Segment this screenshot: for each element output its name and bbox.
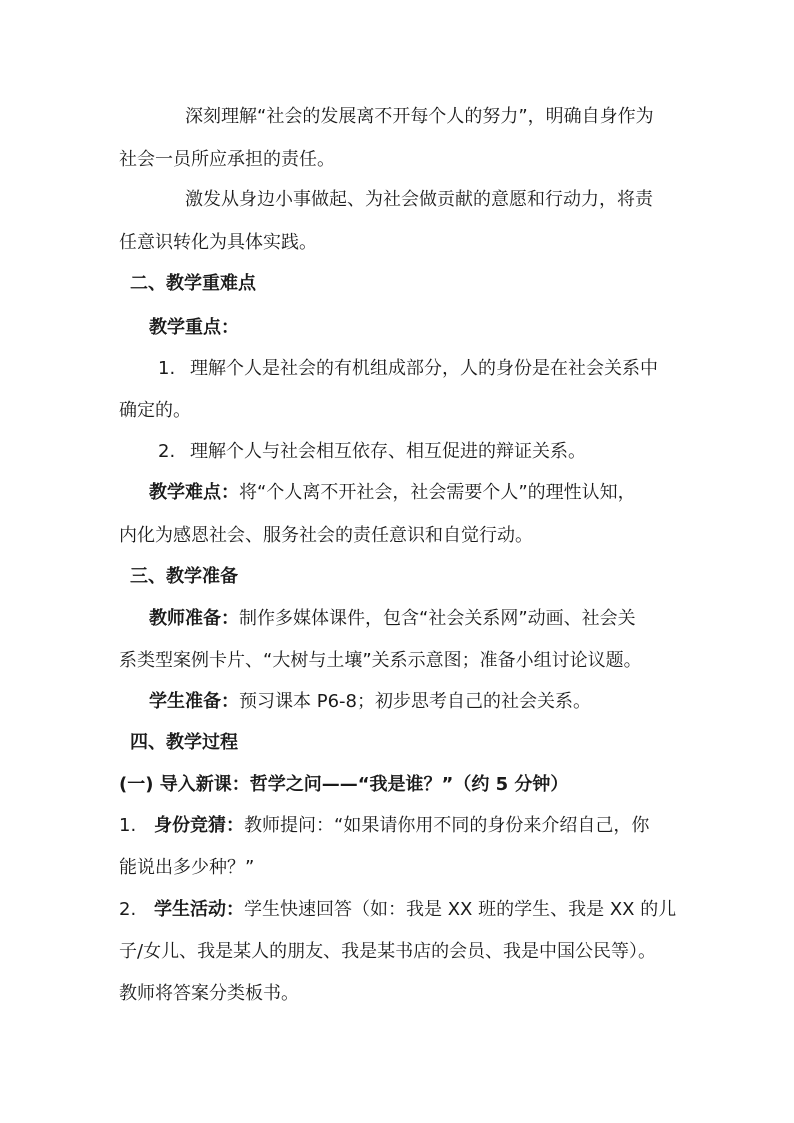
section-3-heading: 三、教学准备 bbox=[130, 566, 238, 587]
teacher-prep-label: 教师准备： bbox=[149, 608, 239, 629]
key-item-1-line-1: 理解个人是社会的有机组成部分，人的身份是在社会关系中 bbox=[190, 358, 658, 379]
student-prep-paragraph bbox=[149, 690, 591, 714]
step-2-label: 学生活动： bbox=[154, 899, 244, 920]
step-1-line-2: 能说出多少种？” bbox=[119, 857, 255, 878]
step-2-line-2: 子/女儿、我是某人的朋友、我是某书店的会员、我是中国公民等）。 bbox=[119, 941, 657, 962]
goal-1-line-2: 社会一员所应承担的责任。 bbox=[119, 149, 335, 170]
student-prep-label: 学生准备： bbox=[149, 691, 239, 712]
key-item-2-line-1: 理解个人与社会相互依存、相互促进的辩证关系。 bbox=[190, 441, 586, 462]
difficult-points-line-2: 内化为感恩社会、服务社会的责任意识和自觉行动。 bbox=[119, 525, 533, 546]
key-item-1-number: 1. bbox=[158, 358, 176, 379]
teacher-prep-line-2: 系类型案例卡片、“大树与土壤”关系示意图；准备小组讨论议题。 bbox=[119, 650, 642, 671]
difficult-points-line-1: 将“个人离不开社会，社会需要个人”的理性认知， bbox=[239, 482, 636, 503]
subsection-1-heading: (一) 导入新课：哲学之问——“我是谁？”（约 5 分钟） bbox=[119, 774, 569, 795]
teacher-prep-paragraph bbox=[149, 607, 636, 631]
step-1-label: 身份竞猜： bbox=[154, 815, 244, 836]
key-item-1-line-2: 确定的。 bbox=[119, 400, 191, 421]
step-2-number: 2. bbox=[119, 899, 137, 920]
step-1-paragraph bbox=[154, 814, 649, 838]
goal-2-line-2: 任意识转化为具体实践。 bbox=[119, 232, 317, 253]
teacher-prep-line-1: 制作多媒体课件，包含“社会关系网”动画、社会关 bbox=[239, 608, 636, 629]
goal-1-line-1: 深刻理解“社会的发展离不开每个人的努力”，明确自身作为 bbox=[185, 106, 654, 127]
difficult-points-paragraph bbox=[149, 481, 636, 505]
step-2-paragraph bbox=[154, 898, 676, 922]
section-2-heading: 二、教学重难点 bbox=[130, 273, 256, 294]
key-points-label: 教学重点： bbox=[149, 317, 239, 338]
step-1-number: 1. bbox=[119, 815, 137, 836]
goal-2-line-1: 激发从身边小事做起、为社会做贡献的意愿和行动力，将责 bbox=[185, 189, 653, 210]
difficult-points-label: 教学难点： bbox=[149, 482, 239, 503]
step-2-line-1: 学生快速回答（如：我是 XX 班的学生、我是 XX 的儿 bbox=[244, 899, 677, 920]
step-1-line-1: 教师提问：“如果请你用不同的身份来介绍自己，你 bbox=[244, 815, 650, 836]
section-4-heading: 四、教学过程 bbox=[130, 732, 238, 753]
step-2-line-3: 教师将答案分类板书。 bbox=[119, 983, 299, 1004]
student-prep-text: 预习课本 P6-8；初步思考自己的社会关系。 bbox=[239, 691, 591, 712]
key-item-2-number: 2. bbox=[158, 441, 176, 462]
